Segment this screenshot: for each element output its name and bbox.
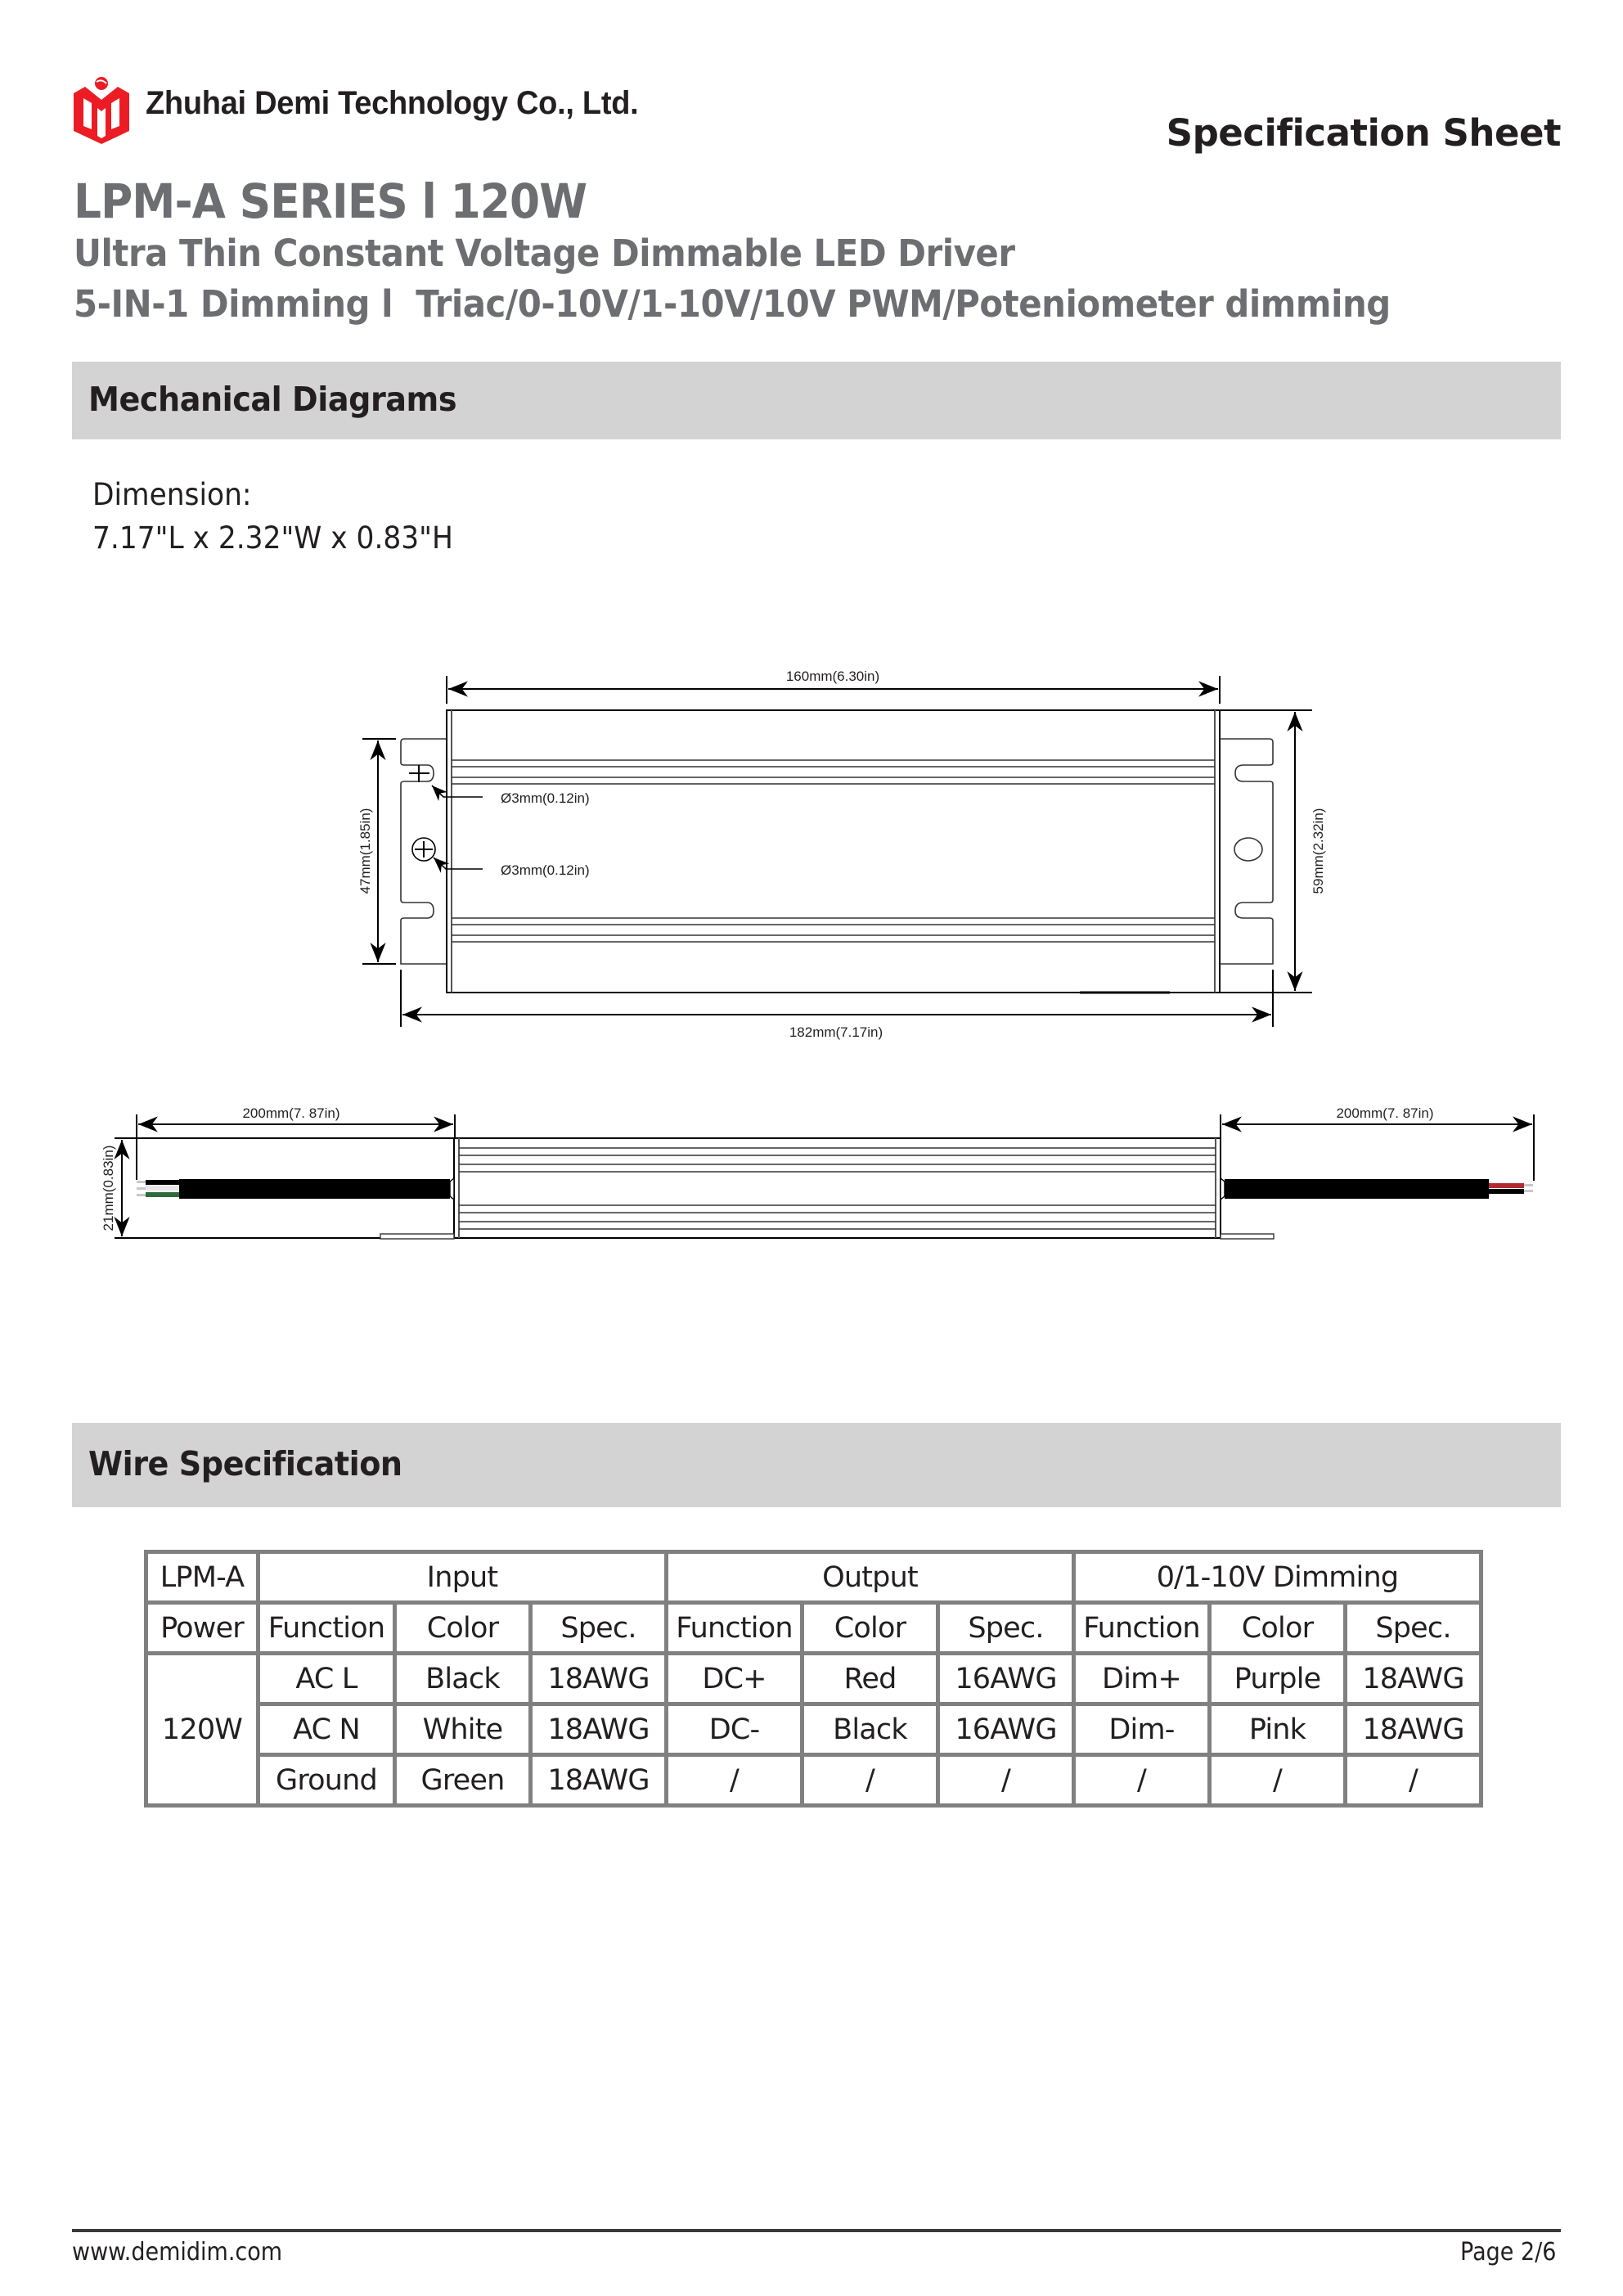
table-cell: AC L [259, 1654, 395, 1704]
table-cell: 16AWG [938, 1704, 1074, 1755]
output-cable [1225, 1179, 1489, 1199]
top-view-drawing [0, 638, 1623, 1064]
header-cell: Output [667, 1552, 1074, 1603]
table-cell: White [395, 1704, 531, 1755]
table-cell: 18AWG [1346, 1654, 1481, 1704]
table-cell: / [667, 1755, 803, 1806]
table-cell: 18AWG [1346, 1704, 1481, 1755]
footer-website-link[interactable]: www.demidim.com [72, 2238, 283, 2267]
product-title: LPM-A SERIES l 120W [74, 173, 587, 229]
table-cell: / [1210, 1755, 1346, 1806]
table-cell: Black [395, 1654, 531, 1704]
dimension-label: Dimension: [92, 477, 252, 512]
cable-right-length: 200mm(7. 87in) [1336, 1105, 1434, 1121]
input-wire-white [146, 1186, 179, 1191]
right-mounting-tab [1220, 739, 1273, 964]
table-cell: 18AWG [531, 1704, 667, 1755]
header-cell: Color [803, 1603, 938, 1654]
table-cell: Dim- [1074, 1704, 1210, 1755]
header-cell: Function [667, 1603, 803, 1654]
table-cell: Dim+ [1074, 1654, 1210, 1704]
footer-divider [72, 2229, 1561, 2232]
header-cell: Color [395, 1603, 531, 1654]
wire-spec-table [144, 1550, 1483, 1808]
round-hole-label: Ø3mm(0.12in) [501, 862, 590, 878]
side-view-drawing [0, 1080, 1623, 1260]
input-wire-black [146, 1180, 179, 1185]
dim-59mm-label: 59mm(2.32in) [1311, 808, 1326, 894]
driver-body-top [447, 710, 1220, 993]
table-cell: Pink [1210, 1704, 1346, 1755]
header-cell: Spec. [531, 1603, 667, 1654]
section-title: Mechanical Diagrams [88, 380, 457, 419]
header-cell: Input [259, 1552, 667, 1603]
table-row [146, 1755, 1481, 1806]
header-cell: Spec. [938, 1603, 1074, 1654]
table-header-row [146, 1552, 1481, 1603]
header-cell: Spec. [1346, 1603, 1481, 1654]
dimension-value: 7.17"L x 2.32"W x 0.83"H [92, 520, 453, 556]
table-row [146, 1654, 1481, 1704]
header-cell: Color [1210, 1603, 1346, 1654]
section-title: Wire Specification [88, 1444, 402, 1483]
power-cell: 120W [146, 1654, 259, 1806]
header-cell: 0/1-10V Dimming [1074, 1552, 1481, 1603]
table-cell: DC- [667, 1704, 803, 1755]
header-cell: Function [259, 1603, 395, 1654]
table-cell: / [938, 1755, 1074, 1806]
dimming-modes: 5-IN-1 Dimming l Triac/0-10V/1-10V/10V PWM/Poteniometer dimming [74, 282, 1391, 326]
section-header-wire-spec [72, 1423, 1561, 1507]
table-cell: AC N [259, 1704, 395, 1755]
document-type: Specification Sheet [1166, 111, 1561, 155]
output-wire-red [1489, 1183, 1524, 1188]
table-cell: 18AWG [531, 1755, 667, 1806]
table-cell: Ground [259, 1755, 395, 1806]
table-cell: Black [803, 1704, 938, 1755]
table-cell: Purple [1210, 1654, 1346, 1704]
table-cell: / [1346, 1755, 1481, 1806]
table-cell: DC+ [667, 1654, 803, 1704]
driver-body-side [454, 1138, 1221, 1238]
table-cell: / [803, 1755, 938, 1806]
table-cell: / [1074, 1755, 1210, 1806]
cable-left-length: 200mm(7. 87in) [242, 1105, 340, 1121]
output-wire-black [1489, 1189, 1524, 1194]
header-cell: LPM-A [146, 1552, 259, 1603]
header-cell: Power [146, 1603, 259, 1654]
table-subheader-row [146, 1603, 1481, 1654]
dim-160mm-label: 160mm(6.30in) [785, 669, 880, 684]
section-header-mechanical [72, 362, 1561, 439]
table-row [146, 1704, 1481, 1755]
table-cell: 16AWG [938, 1654, 1074, 1704]
company-logo [72, 75, 131, 144]
header-cell: Function [1074, 1603, 1210, 1654]
page-number: Page 2/6 [1459, 2238, 1556, 2267]
dim-47mm-label: 47mm(1.85in) [357, 808, 373, 894]
slot-hole-label: Ø3mm(0.12in) [501, 790, 590, 806]
product-subtitle: Ultra Thin Constant Voltage Dimmable LED Driver [74, 232, 1015, 275]
input-wire-green [146, 1192, 179, 1197]
height-label: 21mm(0.83in) [101, 1145, 116, 1231]
dim-182mm-label: 182mm(7.17in) [789, 1024, 883, 1040]
company-name: Zhuhai Demi Technology Co., Ltd. [146, 85, 639, 121]
table-cell: 18AWG [531, 1654, 667, 1704]
input-cable [179, 1179, 450, 1199]
table-cell: Red [803, 1654, 938, 1704]
table-cell: Green [395, 1755, 531, 1806]
